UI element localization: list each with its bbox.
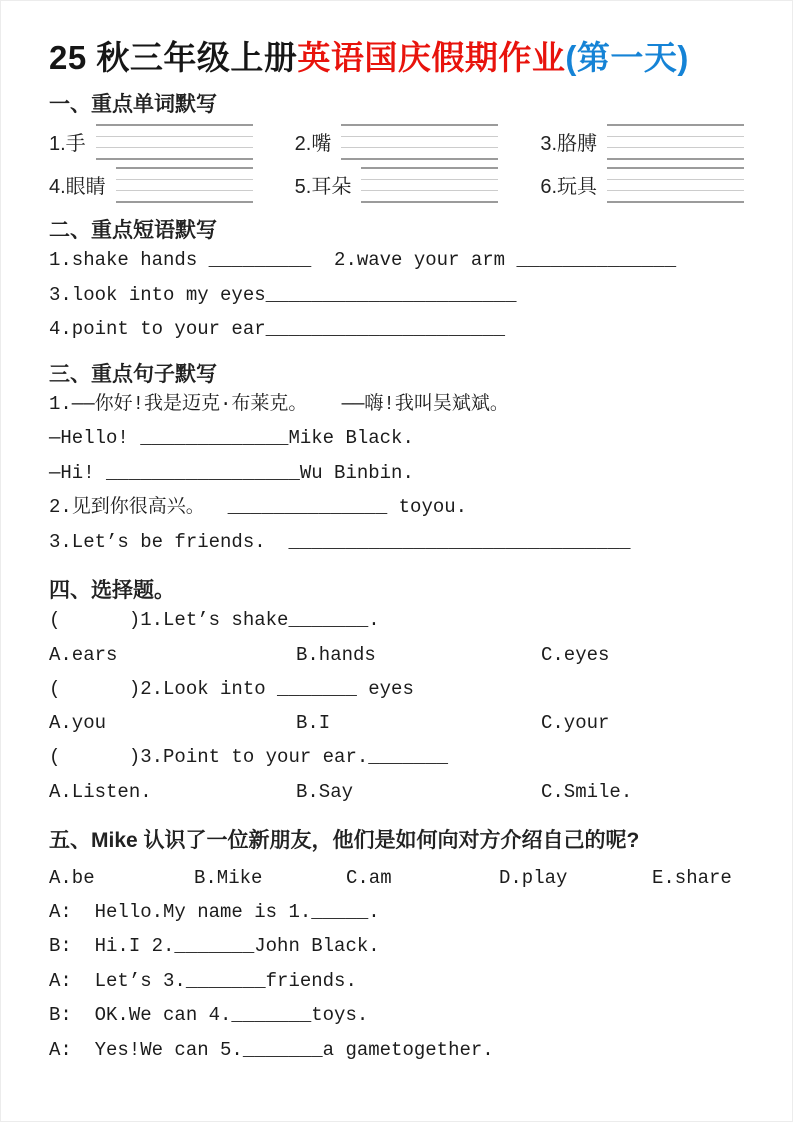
writing-grid: [607, 166, 744, 203]
choice-q3-options: [49, 775, 744, 809]
dialog-line: A: Let’s 3._______friends.: [49, 969, 357, 992]
title-day-part: (第一天): [565, 39, 689, 76]
section-choice-header: 四、选择题。: [49, 579, 175, 602]
dialog-word-bank: [49, 861, 744, 895]
bank-a: A.be: [49, 866, 95, 889]
title-subject-part: 英语国庆假期作业: [297, 39, 566, 76]
option-c: C.eyes: [541, 643, 610, 666]
section-words-header: 一、重点单词默写: [49, 93, 217, 116]
phrase-line: 3.look into my eyes______________________: [49, 283, 517, 306]
option-a: A.Listen.: [49, 780, 152, 803]
writing-grid: [116, 166, 253, 203]
choice-q1-stem: ( )1.Let’s shake_______.: [49, 609, 380, 631]
choice-q1-options: [49, 638, 744, 672]
option-c: C.your: [541, 712, 610, 734]
word-item-eye: [49, 166, 253, 203]
bank-b: B.Mike: [194, 866, 263, 889]
word-item-mouth: [295, 123, 499, 160]
choice-q2-options: [49, 706, 744, 740]
writing-grid: [341, 123, 498, 160]
writing-grid: [607, 123, 744, 160]
sentence-line: —Hi! _________________Wu Binbin.: [49, 461, 414, 484]
phrase-line: 4.point to your ear_____________________: [49, 318, 506, 340]
word-item-arm: [540, 123, 744, 160]
choice-q2-stem: ( )2.Look into _______ eyes: [49, 677, 414, 700]
title-grade-part: 25 秋三年级上册: [49, 39, 298, 76]
bank-e: E.share: [652, 866, 732, 889]
writing-grid: [96, 123, 253, 160]
sentence-line: 2.见到你很高兴。 ______________ toyou.: [49, 496, 468, 518]
dialog-line: B: OK.We can 4._______toys.: [49, 1004, 369, 1026]
sentence-line: 3.Let’s be friends. ______________________________: [49, 530, 631, 553]
word-item-hand: [49, 123, 253, 160]
section-sentences-header: 三、重点句子默写: [49, 362, 217, 386]
page-title: [49, 37, 744, 79]
section-dialog-header: 五、Mike 认识了一位新朋友，他们是如何向对方介绍自己的呢?: [49, 828, 640, 852]
option-b: B.hands: [296, 643, 376, 666]
choice-q3-stem: ( )3.Point to your ear._______: [49, 746, 449, 768]
word-label: 5.耳朵: [294, 176, 352, 198]
bank-c: C.am: [346, 866, 392, 889]
word-label: 2.嘴: [294, 133, 332, 155]
dialog-line: A: Hello.My name is 1._____.: [49, 900, 380, 923]
word-label: 1.手: [49, 133, 86, 155]
sentence-line: —Hello! _____________Mike Black.: [49, 427, 414, 449]
section-phrases-header: 二、重点短语默写: [49, 219, 217, 242]
option-a: A.you: [49, 712, 107, 734]
sentence-line: 1.——你好!我是迈克·布莱克。 ——嗨!我叫吴斌斌。: [49, 392, 509, 415]
word-item-ear: [295, 166, 499, 203]
dialog-line: B: Hi.I 2._______John Black.: [49, 935, 380, 957]
word-row-1: [49, 123, 744, 160]
word-item-toy: [540, 166, 744, 203]
phrase-line: 1.shake hands _________ 2.wave your arm ______________: [49, 249, 677, 271]
word-row-2: [49, 166, 744, 203]
writing-grid: [361, 166, 498, 203]
option-c: C.Smile.: [541, 780, 633, 803]
option-b: B.I: [296, 712, 331, 734]
word-label: 4.眼睛: [49, 176, 106, 198]
word-label: 6.玩具: [540, 176, 598, 198]
option-a: A.ears: [49, 643, 118, 666]
dialog-line: A: Yes!We can 5._______a gametogether.: [49, 1038, 494, 1061]
option-b: B.Say: [296, 780, 354, 803]
word-label: 3.胳膊: [540, 133, 598, 155]
bank-d: D.play: [499, 866, 568, 889]
